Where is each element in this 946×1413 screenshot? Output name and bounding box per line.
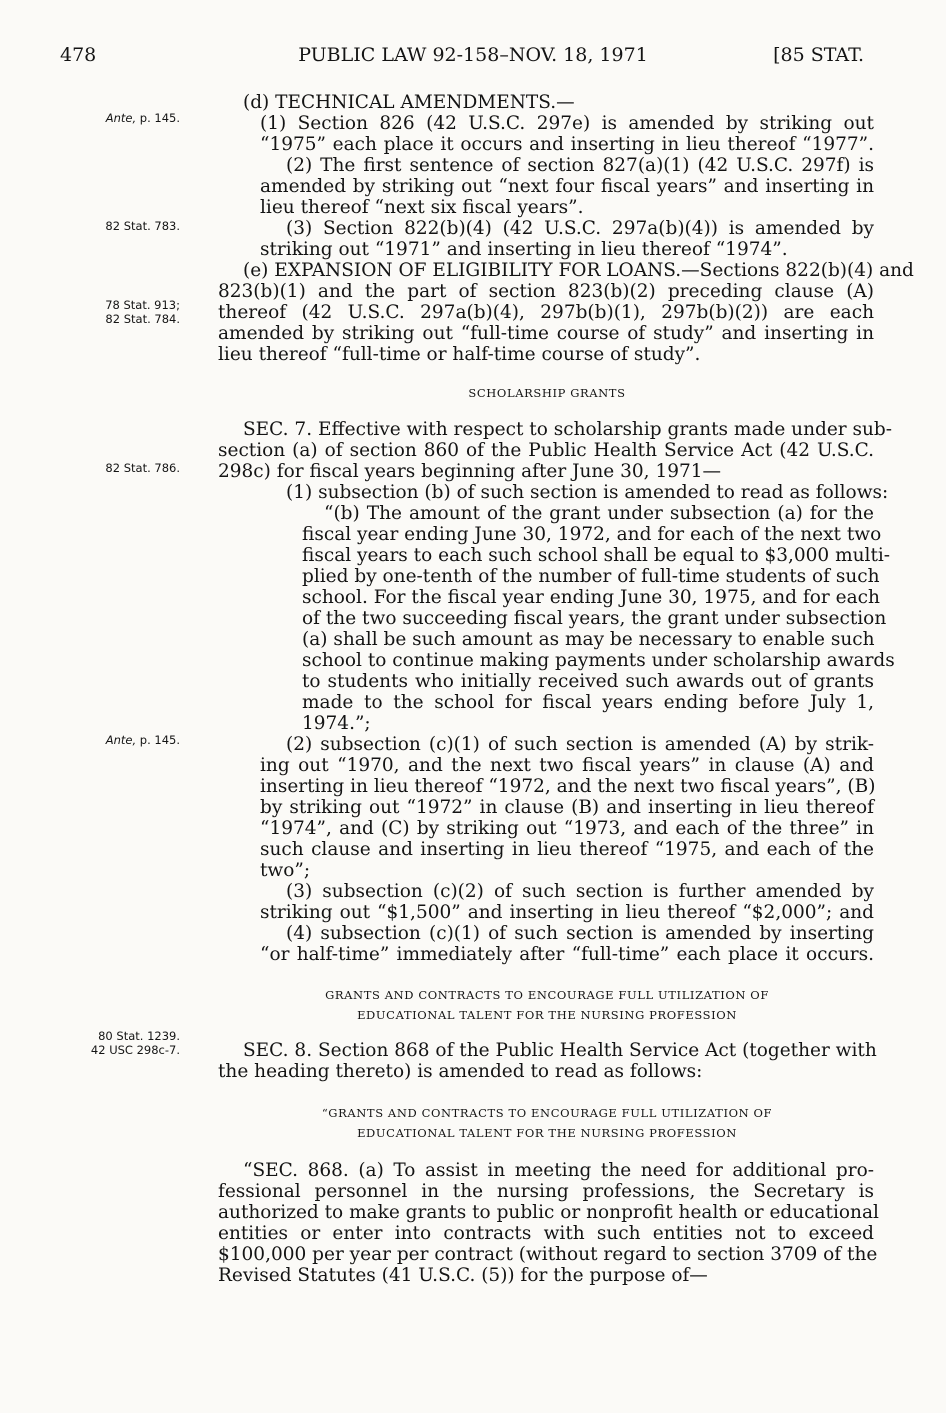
text-line: SEC. 7. Effective with respect to scholarship grants made under sub- bbox=[243, 419, 893, 440]
text-line: (1) Section 826 (42 U.S.C. 297e) is amended by striking out bbox=[260, 113, 874, 134]
text-line: $100,000 per year per contract (without regard to section 3709 of the bbox=[218, 1244, 878, 1265]
text-line: (2) The first sentence of section 827(a)(1) (42 U.S.C. 297f) is bbox=[286, 155, 874, 176]
text-line: striking out “$1,500” and inserting in lieu thereof “$2,000”; and bbox=[260, 902, 874, 923]
text-line: amended by striking out “full-time course of study” and inserting in bbox=[218, 323, 874, 344]
text-line: 1974.”; bbox=[302, 713, 371, 734]
text-line: by striking out “1972” in clause (B) and inserting in lieu thereof bbox=[260, 797, 874, 818]
text-line: “(b) The amount of the grant under subsection (a) for the bbox=[324, 503, 874, 524]
text-line: “SEC. 868. (a) To assist in meeting the need for additional pro- bbox=[243, 1160, 874, 1181]
text-line: (a) shall be such amount as may be necessary to enable such bbox=[302, 629, 875, 650]
text-line: “1975” each place it occurs and inserting in lieu thereof “1977”. bbox=[260, 134, 874, 155]
text-line: made to the school for fiscal years ending before July 1, bbox=[302, 692, 874, 713]
margin-note: 78 Stat. 913; bbox=[105, 298, 180, 312]
text-line: 823(b)(1) and the part of section 823(b)(2) preceding clause (A) bbox=[218, 281, 874, 302]
page-number: 478 bbox=[60, 44, 97, 66]
text-line: section (a) of section 860 of the Public Health Service Act (42 U.S.C. bbox=[218, 440, 874, 461]
section-heading: EDUCATIONAL TALENT FOR THE NURSING PROFESSION bbox=[357, 1008, 737, 1022]
text-line: 298c) for fiscal years beginning after June 30, 1971— bbox=[218, 461, 722, 482]
statute-reference: [85 STAT. bbox=[773, 44, 864, 66]
text-line: “or half-time” immediately after “full-time” each place it occurs. bbox=[260, 944, 874, 965]
text-line: striking out “1971” and inserting in lieu thereof “1974”. bbox=[260, 239, 788, 260]
text-line: school to continue making payments under scholarship awards bbox=[302, 650, 895, 671]
text-line: of the two succeeding fiscal years, the grant under subsection bbox=[302, 608, 887, 629]
margin-note: 82 Stat. 784. bbox=[105, 312, 180, 326]
subsection-heading: (d) TECHNICAL AMENDMENTS.— bbox=[243, 92, 575, 113]
text-line: (4) subsection (c)(1) of such section is amended by inserting bbox=[286, 923, 874, 944]
text-line: two”; bbox=[260, 860, 311, 881]
text-line: fiscal year ending June 30, 1972, and for each of the next two bbox=[302, 524, 882, 545]
text-line: such clause and inserting in lieu thereof “1975, and each of the bbox=[260, 839, 874, 860]
text-line: (e) EXPANSION OF ELIGIBILITY FOR LOANS.—Sections 822(b)(4) and bbox=[243, 260, 914, 281]
text-line: school. For the fiscal year ending June 30, 1975, and for each bbox=[302, 587, 880, 608]
text-line: thereof (42 U.S.C. 297a(b)(4), 297b(b)(1), 297b(b)(2)) are each bbox=[218, 302, 874, 323]
text-line: Revised Statutes (41 U.S.C. (5)) for the purpose of— bbox=[218, 1265, 708, 1286]
text-line: fiscal years to each such school shall be equal to $3,000 multi- bbox=[302, 545, 891, 566]
text-line: the heading thereto) is amended to read as follows: bbox=[218, 1061, 703, 1082]
section-heading: GRANTS AND CONTRACTS TO ENCOURAGE FULL UTILIZATION OF bbox=[325, 988, 769, 1002]
text-line: (3) subsection (c)(2) of such section is further amended by bbox=[286, 881, 874, 902]
margin-note: Ante, p. 145. bbox=[105, 733, 180, 747]
text-line: fessional personnel in the nursing professions, the Secretary is bbox=[218, 1181, 874, 1202]
margin-note: 82 Stat. 783. bbox=[105, 219, 180, 233]
text-line: lieu thereof “next six fiscal years”. bbox=[260, 197, 584, 218]
text-line: plied by one-tenth of the number of full-time students of such bbox=[302, 566, 880, 587]
text-line: authorized to make grants to public or nonprofit health or educational bbox=[218, 1202, 879, 1223]
margin-note: 82 Stat. 786. bbox=[105, 461, 180, 475]
text-line: “1974”, and (C) by striking out “1973, and each of the three” in bbox=[260, 818, 874, 839]
text-line: ing out “1970, and the next two fiscal years” in clause (A) and bbox=[260, 755, 874, 776]
margin-note: 80 Stat. 1239. bbox=[98, 1029, 180, 1043]
text-line: entities or enter into contracts with such entities not to exceed bbox=[218, 1223, 874, 1244]
text-line: (1) subsection (b) of such section is amended to read as follows: bbox=[286, 482, 889, 503]
text-line: to students who initially received such awards out of grants bbox=[302, 671, 874, 692]
text-line: SEC. 8. Section 868 of the Public Health Service Act (together with bbox=[243, 1040, 877, 1061]
page-header bbox=[0, 44, 946, 74]
text-line: inserting in lieu thereof “1972, and the next two fiscal years”, (B) bbox=[260, 776, 876, 797]
margin-note: 42 USC 298c-7. bbox=[90, 1043, 180, 1057]
page-title: PUBLIC LAW 92-158–NOV. 18, 1971 bbox=[298, 44, 648, 66]
text-line: amended by striking out “next four fiscal years” and inserting in bbox=[260, 176, 874, 197]
section-heading: “GRANTS AND CONTRACTS TO ENCOURAGE FULL UTILIZATION OF bbox=[321, 1106, 773, 1120]
text-line: lieu thereof “full-time or half-time course of study”. bbox=[218, 344, 701, 365]
section-heading: EDUCATIONAL TALENT FOR THE NURSING PROFESSION bbox=[357, 1126, 737, 1140]
text-line: (2) subsection (c)(1) of such section is amended (A) by strik- bbox=[286, 734, 874, 755]
margin-note: Ante, p. 145. bbox=[105, 111, 180, 125]
text-line: (3) Section 822(b)(4) (42 U.S.C. 297a(b)(4)) is amended by bbox=[286, 218, 874, 239]
section-heading: SCHOLARSHIP GRANTS bbox=[468, 386, 626, 400]
